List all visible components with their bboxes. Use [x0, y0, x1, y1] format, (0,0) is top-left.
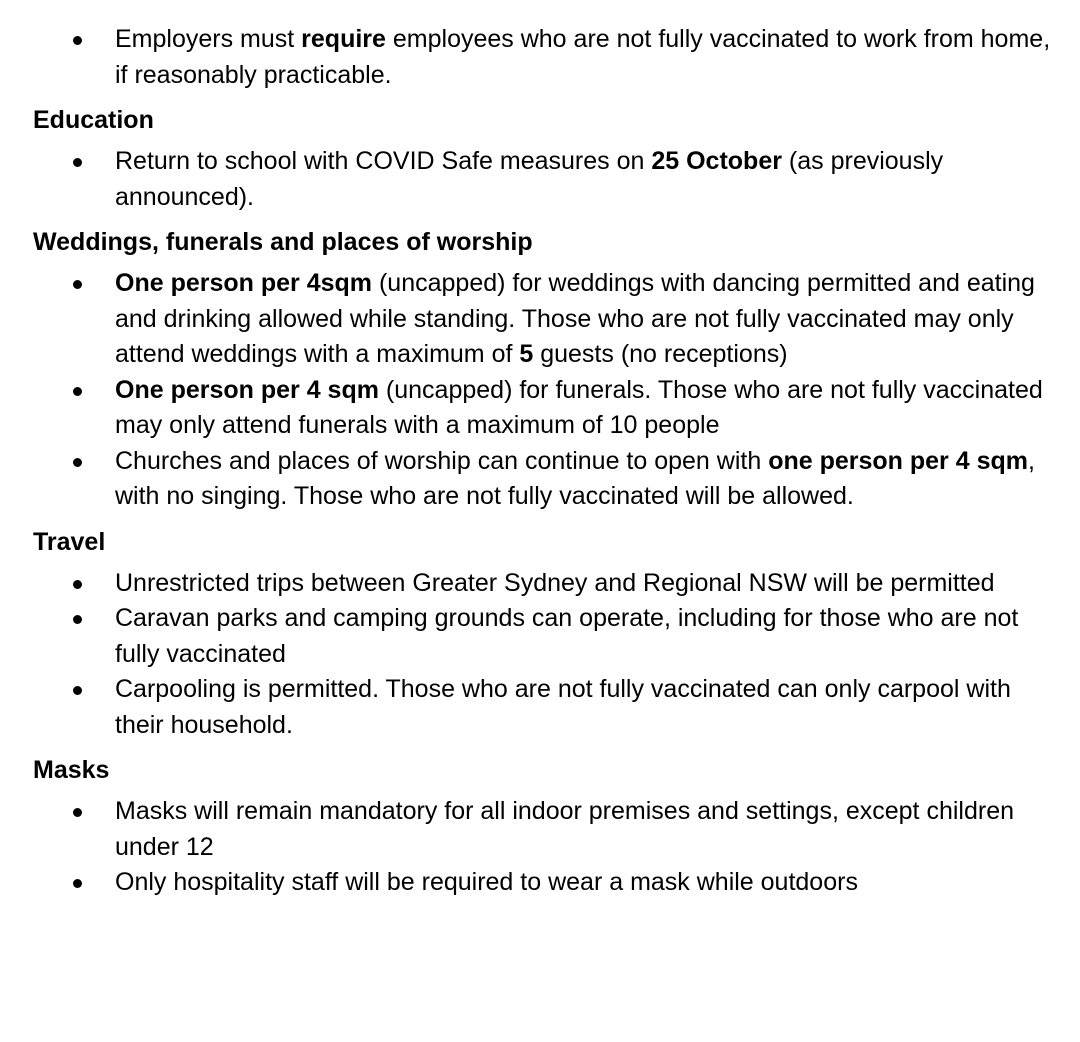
intro-bullet-item [33, 22, 1056, 93]
bullet-text-part: Only hospitality staff will be required to wear a mask while outdoors [115, 868, 858, 896]
section-heading: Travel [33, 527, 106, 556]
bullet-dot-icon [73, 580, 82, 589]
bullet-dot-icon [73, 686, 82, 695]
bullet-text-bold: One person per 4 sqm [115, 375, 379, 404]
bullet-text-part: , with no singing. Those who are not fully vaccinated will be allowed. [115, 446, 1035, 510]
section-heading: Education [33, 106, 154, 134]
bullet-text-part: Carpooling is permitted. Those who are not fully vaccinated can only carpool with their household. [115, 675, 1011, 739]
bullet-item [33, 373, 1056, 444]
bullet-text-part: (uncapped) for funerals. Those who are not fully vaccinated may only attend funerals with a maximum of 10 people [115, 375, 1043, 439]
intro-bullet-list [33, 22, 1056, 93]
bullet-text-bold: 5 [519, 340, 534, 368]
bullet-text-bold: one person per 4 sqm [768, 446, 1028, 475]
section-masks [33, 752, 1056, 901]
bullet-list [33, 566, 1056, 744]
bullet-item [33, 794, 1056, 865]
bullet-list [33, 794, 1056, 901]
bullet-text-part: (as previously announced). [115, 147, 944, 211]
bullet-text-part: Caravan parks and camping grounds can operate, including for those who are not fully vaccinated [115, 604, 1019, 668]
bullet-item [33, 444, 1056, 515]
bullet-dot-icon [73, 387, 82, 396]
bullet-dot-icon [73, 808, 82, 817]
section-education [33, 102, 1056, 215]
bullet-list [33, 266, 1056, 515]
bullet-list [33, 144, 1056, 215]
bullet-dot-icon [73, 158, 82, 167]
bullet-text-part: Employers must [115, 25, 302, 53]
bullet-text-bold: require [301, 25, 386, 53]
bullet-text-part: (uncapped) for weddings with dancing permitted and eating and drinking allowed while standing. Those who are not fully vaccinated may only attend weddings with a maximum of [115, 269, 1035, 368]
bullet-item [33, 266, 1056, 373]
bullet-dot-icon [73, 36, 82, 45]
bullet-dot-icon [73, 879, 82, 888]
bullet-text-part: Unrestricted trips between Greater Sydney and Regional NSW will be permitted [115, 568, 995, 597]
bullet-text-part: Churches and places of worship can continue to open with [115, 446, 769, 475]
bullet-text-part: Return to school with COVID Safe measures on [115, 147, 652, 175]
bullet-item [33, 601, 1056, 672]
section-heading: Weddings, funerals and places of worship [33, 228, 533, 256]
bullet-text-bold: 25 October [651, 147, 782, 175]
section-weddings-funerals-worship [33, 224, 1056, 515]
bullet-dot-icon [73, 458, 82, 467]
bullet-dot-icon [73, 615, 82, 624]
bullet-text-bold: One person per 4sqm [115, 269, 373, 297]
bullet-text-part: employees who are not fully vaccinated to work from home, if reasonably practicable. [115, 25, 1051, 89]
bullet-item [33, 144, 1056, 215]
bullet-item [33, 672, 1056, 743]
section-heading: Masks [33, 756, 110, 784]
section-travel [33, 524, 1056, 744]
bullet-item [33, 566, 1056, 602]
bullet-text-part: guests (no receptions) [533, 340, 788, 368]
bullet-dot-icon [73, 280, 82, 289]
bullet-item [33, 865, 1056, 901]
bullet-text-part: Masks will remain mandatory for all indoor premises and settings, except children under 12 [115, 797, 1014, 861]
